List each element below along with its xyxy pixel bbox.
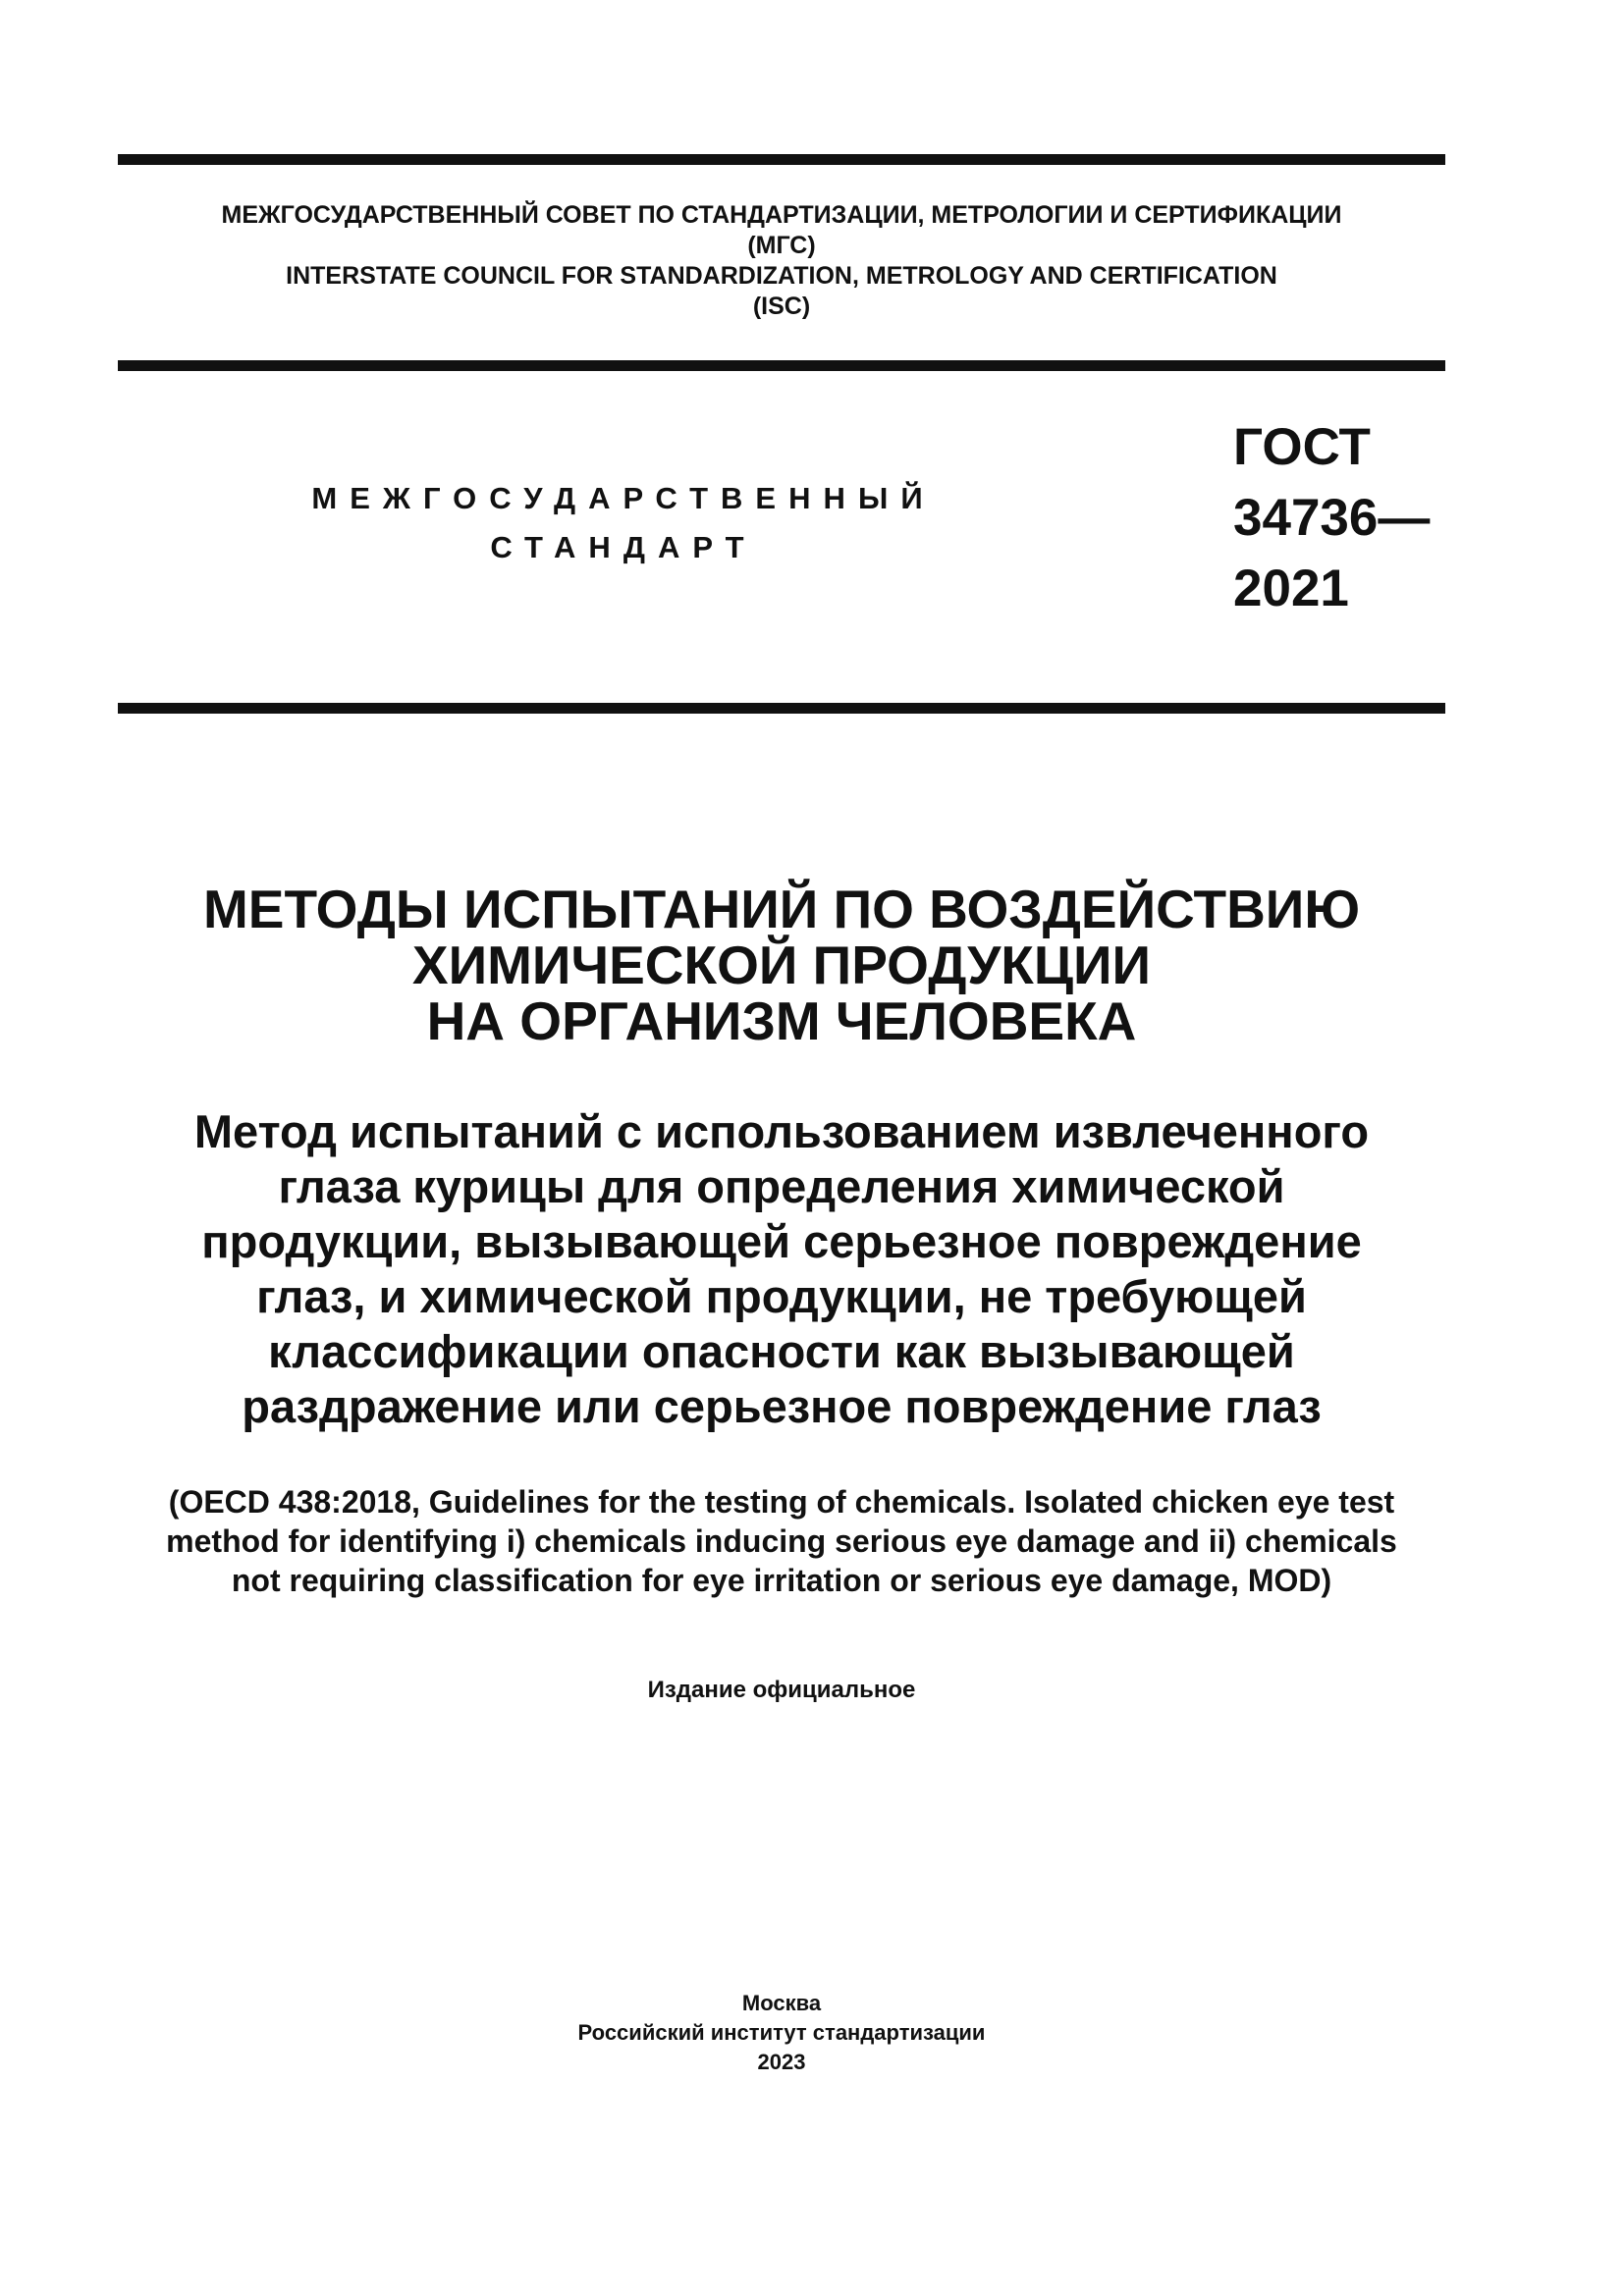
council-abbr-ru: (МГС)	[747, 232, 816, 259]
oecd-line: (OECD 438:2018, Guidelines for the testing of chemicals. Isolated chicken eye test	[168, 1484, 1395, 1520]
title-line: НА ОРГАНИЗМ ЧЕЛОВЕКА	[426, 990, 1137, 1051]
council-header	[118, 200, 1445, 322]
oecd-line: not requiring classification for eye irritation or serious eye damage, MOD)	[231, 1563, 1332, 1598]
publication-year: 2023	[757, 2050, 806, 2074]
publisher-institute: Российский институт стандартизации	[577, 2020, 986, 2045]
standard-type-line-2: СТАНДАРТ	[490, 530, 757, 564]
subtitle-line: продукции, вызывающей серьезное повреждение	[201, 1215, 1362, 1267]
subtitle-line: глаз, и химической продукции, не требующей	[256, 1270, 1307, 1322]
title-line: МЕТОДЫ ИСПЫТАНИЙ ПО ВОЗДЕЙСТВИЮ	[202, 879, 1361, 939]
standard-type-label	[118, 474, 1129, 572]
publisher-block	[118, 1989, 1445, 2077]
council-abbr-en: (ISC)	[752, 293, 811, 320]
designation-divider	[118, 703, 1445, 714]
council-name-ru: МЕЖГОСУДАРСТВЕННЫЙ СОВЕТ ПО СТАНДАРТИЗАЦИИ, МЕТРОЛОГИИ И СЕРТИФИКАЦИИ	[221, 201, 1342, 229]
publisher-city: Москва	[741, 1991, 822, 2015]
gost-prefix: ГОСТ	[1233, 418, 1371, 476]
gost-designation	[1233, 412, 1430, 624]
document-subtitle	[79, 1104, 1485, 1434]
title-line: ХИМИЧЕСКОЙ ПРОДУКЦИИ	[411, 934, 1152, 995]
subtitle-line: Метод испытаний с использованием извлеченного	[193, 1105, 1370, 1157]
subtitle-line: классификации опасности как вызывающей	[268, 1325, 1295, 1377]
top-rule	[118, 154, 1445, 165]
header-divider	[118, 360, 1445, 371]
document-title	[79, 881, 1485, 1049]
edition-note: Издание официальное	[647, 1677, 916, 1703]
gost-year: 2021	[1233, 560, 1349, 617]
oecd-line: method for identifying i) chemicals inducing serious eye damage and ii) chemicals	[166, 1523, 1397, 1559]
gost-number: 34736—	[1233, 489, 1431, 547]
subtitle-line: раздражение или серьезное повреждение глаз	[242, 1380, 1322, 1432]
standard-type-line-1: МЕЖГОСУДАРСТВЕННЫЙ	[311, 481, 936, 515]
subtitle-line: глаза курицы для определения химической	[278, 1160, 1285, 1212]
oecd-reference	[59, 1482, 1504, 1600]
council-name-en: INTERSTATE COUNCIL FOR STANDARDIZATION, METROLOGY AND CERTIFICATION	[286, 262, 1277, 290]
